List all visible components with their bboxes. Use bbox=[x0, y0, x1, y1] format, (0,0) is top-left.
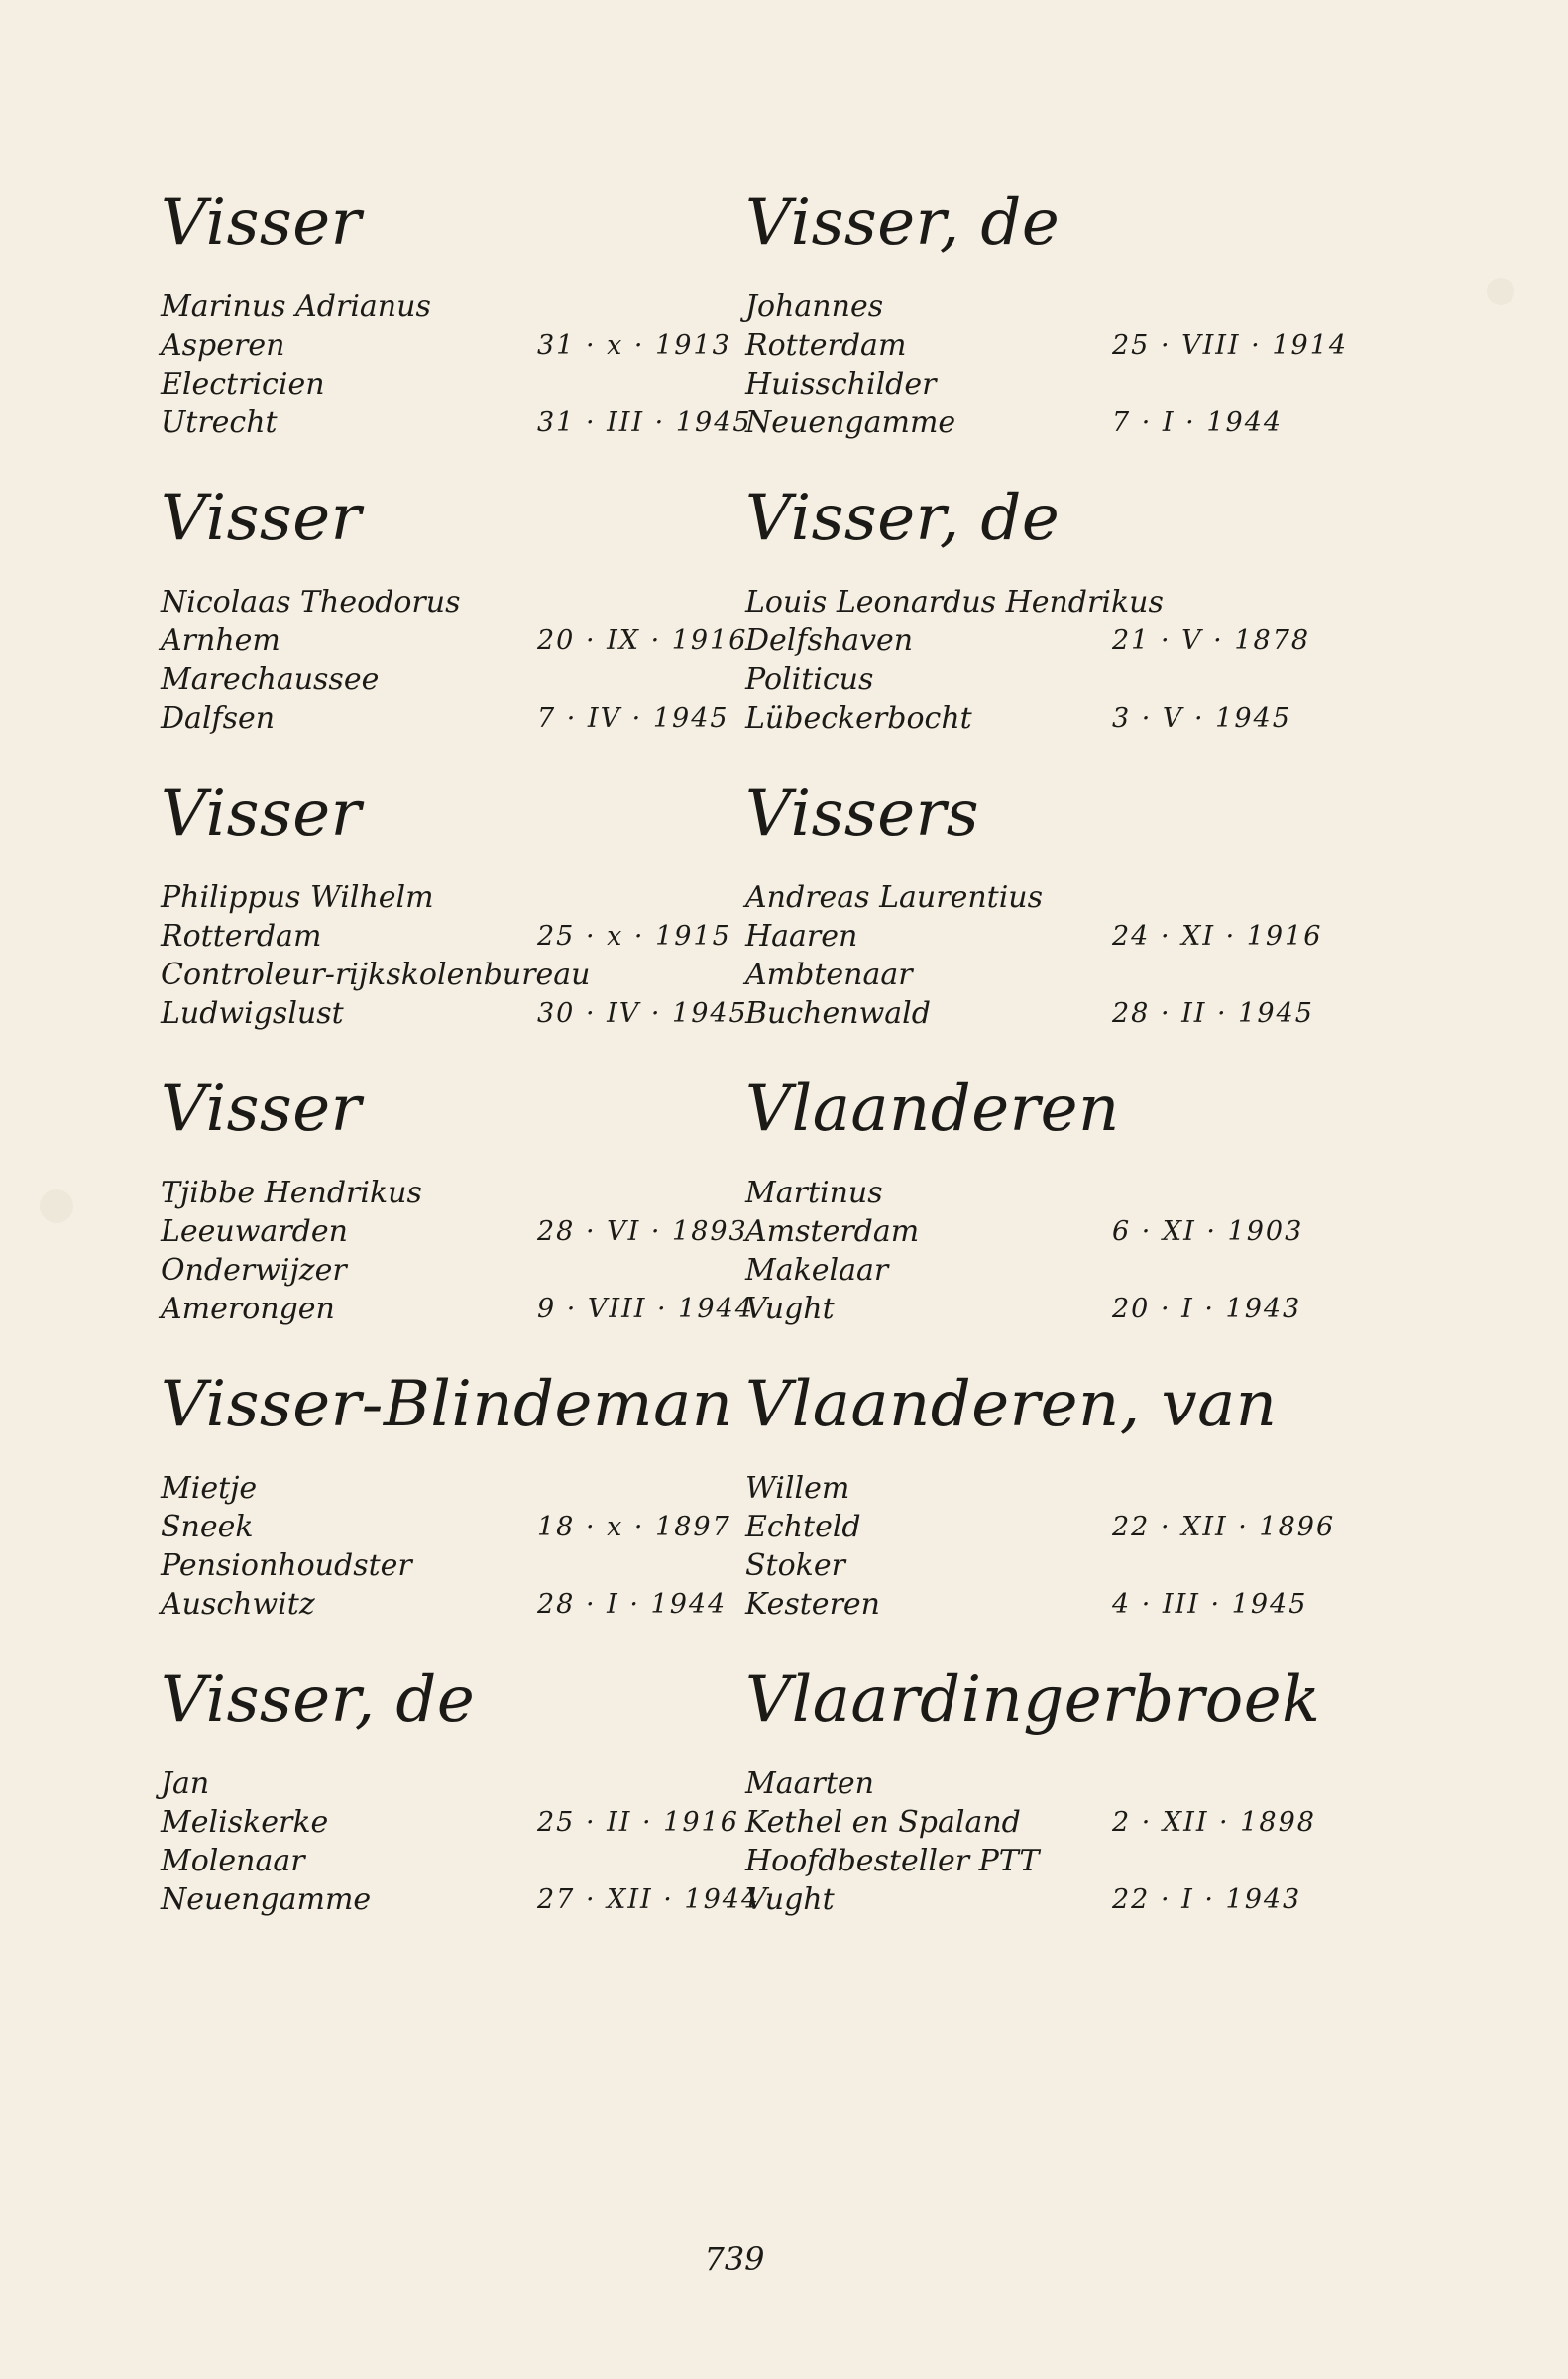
death-place: Dalfsen bbox=[161, 701, 276, 736]
occupation: Molenaar bbox=[161, 1844, 305, 1878]
given-names: Louis Leonardus Hendrikus bbox=[745, 585, 1164, 620]
surname-heading: Visser, de bbox=[745, 186, 1061, 260]
birth-place: Echteld bbox=[745, 1510, 861, 1544]
given-names: Andreas Laurentius bbox=[745, 880, 1044, 915]
surname-heading: Vlaardingerbroek bbox=[745, 1663, 1321, 1737]
birth-date: 20 · IX · 1916 bbox=[537, 625, 748, 656]
birth-place: Rotterdam bbox=[161, 919, 322, 954]
birth-date: 22 · XII · 1896 bbox=[1112, 1512, 1336, 1542]
death-place: Neuengamme bbox=[161, 1882, 372, 1917]
occupation: Controleur-rijkskolenbureau bbox=[161, 958, 591, 992]
occupation: Huisschilder bbox=[745, 367, 937, 401]
death-place: Utrecht bbox=[161, 405, 278, 440]
given-names: Mietje bbox=[161, 1471, 258, 1506]
death-place: Buchenwald bbox=[745, 996, 931, 1031]
death-place: Ludwigslust bbox=[161, 996, 344, 1031]
given-names: Jan bbox=[161, 1766, 210, 1801]
birth-date: 25 · II · 1916 bbox=[537, 1807, 739, 1838]
person-entry bbox=[161, 1065, 754, 1360]
surname-heading: Vissers bbox=[745, 777, 980, 850]
person-entry bbox=[161, 1360, 733, 1655]
birth-place: Asperen bbox=[161, 328, 285, 363]
death-place: Vught bbox=[745, 1292, 835, 1326]
death-place: Amerongen bbox=[161, 1292, 335, 1326]
birth-date: 25 · x · 1915 bbox=[537, 921, 731, 952]
surname-heading: Visser-Blindeman bbox=[161, 1368, 733, 1441]
surname-heading: Visser bbox=[161, 1073, 362, 1146]
birth-date: 24 · XI · 1916 bbox=[1112, 921, 1323, 952]
person-entry bbox=[745, 1360, 1336, 1655]
death-place: Auschwitz bbox=[161, 1587, 315, 1622]
right-column bbox=[745, 178, 1349, 1951]
birth-date: 21 · V · 1878 bbox=[1112, 625, 1311, 656]
occupation: Pensionhoudster bbox=[161, 1548, 412, 1583]
page-number: 739 bbox=[704, 2240, 765, 2278]
person-entry bbox=[745, 474, 1311, 769]
birth-place: Arnhem bbox=[161, 623, 280, 658]
birth-date: 25 · VIII · 1914 bbox=[1112, 330, 1349, 361]
occupation: Onderwijzer bbox=[161, 1253, 347, 1288]
person-entry bbox=[745, 769, 1323, 1065]
occupation: Makelaar bbox=[745, 1253, 889, 1288]
birth-place: Meliskerke bbox=[161, 1805, 329, 1840]
given-names: Maarten bbox=[745, 1766, 874, 1801]
person-entry bbox=[161, 178, 752, 474]
death-place: Lübeckerbocht bbox=[745, 701, 972, 736]
given-names: Marinus Adrianus bbox=[161, 289, 431, 324]
death-place: Kesteren bbox=[745, 1587, 880, 1622]
surname-heading: Vlaanderen, van bbox=[745, 1368, 1278, 1441]
given-names: Willem bbox=[745, 1471, 850, 1506]
occupation: Electricien bbox=[161, 367, 325, 401]
occupation: Stoker bbox=[745, 1548, 845, 1583]
birth-date: 31 · x · 1913 bbox=[537, 330, 731, 361]
birth-date: 28 · VI · 1893 bbox=[537, 1216, 748, 1247]
surname-heading: Visser, de bbox=[161, 1663, 476, 1737]
death-place: Neuengamme bbox=[745, 405, 956, 440]
person-entry bbox=[161, 1655, 761, 1951]
death-date: 7 · I · 1944 bbox=[1112, 407, 1284, 438]
person-entry bbox=[161, 769, 748, 1065]
death-date: 28 · I · 1944 bbox=[537, 1589, 728, 1620]
given-names: Martinus bbox=[745, 1176, 883, 1210]
birth-place: Delfshaven bbox=[745, 623, 914, 658]
occupation: Ambtenaar bbox=[745, 958, 913, 992]
person-entry bbox=[745, 178, 1349, 474]
person-entry bbox=[745, 1065, 1304, 1360]
death-date: 9 · VIII · 1944 bbox=[537, 1294, 754, 1324]
birth-date: 2 · XII · 1898 bbox=[1112, 1807, 1316, 1838]
left-column bbox=[161, 178, 761, 1951]
death-date: 30 · IV · 1945 bbox=[537, 998, 748, 1029]
surname-heading: Visser bbox=[161, 777, 362, 850]
death-date: 3 · V · 1945 bbox=[1112, 703, 1291, 734]
given-names: Nicolaas Theodorus bbox=[161, 585, 461, 620]
surname-heading: Vlaanderen bbox=[745, 1073, 1120, 1146]
given-names: Tjibbe Hendrikus bbox=[161, 1176, 422, 1210]
death-place: Vught bbox=[745, 1882, 835, 1917]
birth-place: Kethel en Spaland bbox=[745, 1805, 1021, 1840]
given-names: Philippus Wilhelm bbox=[161, 880, 434, 915]
occupation: Politicus bbox=[745, 662, 874, 697]
death-date: 20 · I · 1943 bbox=[1112, 1294, 1302, 1324]
birth-place: Amsterdam bbox=[745, 1214, 920, 1249]
birth-place: Leeuwarden bbox=[161, 1214, 348, 1249]
death-date: 28 · II · 1945 bbox=[1112, 998, 1314, 1029]
death-date: 7 · IV · 1945 bbox=[537, 703, 729, 734]
birth-place: Sneek bbox=[161, 1510, 254, 1544]
surname-heading: Visser, de bbox=[745, 482, 1061, 555]
birth-place: Rotterdam bbox=[745, 328, 907, 363]
birth-date: 18 · x · 1897 bbox=[537, 1512, 731, 1542]
surname-heading: Visser bbox=[161, 186, 362, 260]
birth-place: Haaren bbox=[745, 919, 858, 954]
death-date: 22 · I · 1943 bbox=[1112, 1884, 1302, 1915]
occupation: Marechaussee bbox=[161, 662, 380, 697]
occupation: Hoofdbesteller PTT bbox=[745, 1844, 1040, 1878]
person-entry bbox=[745, 1655, 1321, 1951]
death-date: 27 · XII · 1944 bbox=[537, 1884, 761, 1915]
birth-date: 6 · XI · 1903 bbox=[1112, 1216, 1304, 1247]
death-date: 4 · III · 1945 bbox=[1112, 1589, 1308, 1620]
person-entry bbox=[161, 474, 748, 769]
surname-heading: Visser bbox=[161, 482, 362, 555]
death-date: 31 · III · 1945 bbox=[537, 407, 752, 438]
given-names: Johannes bbox=[745, 289, 884, 324]
